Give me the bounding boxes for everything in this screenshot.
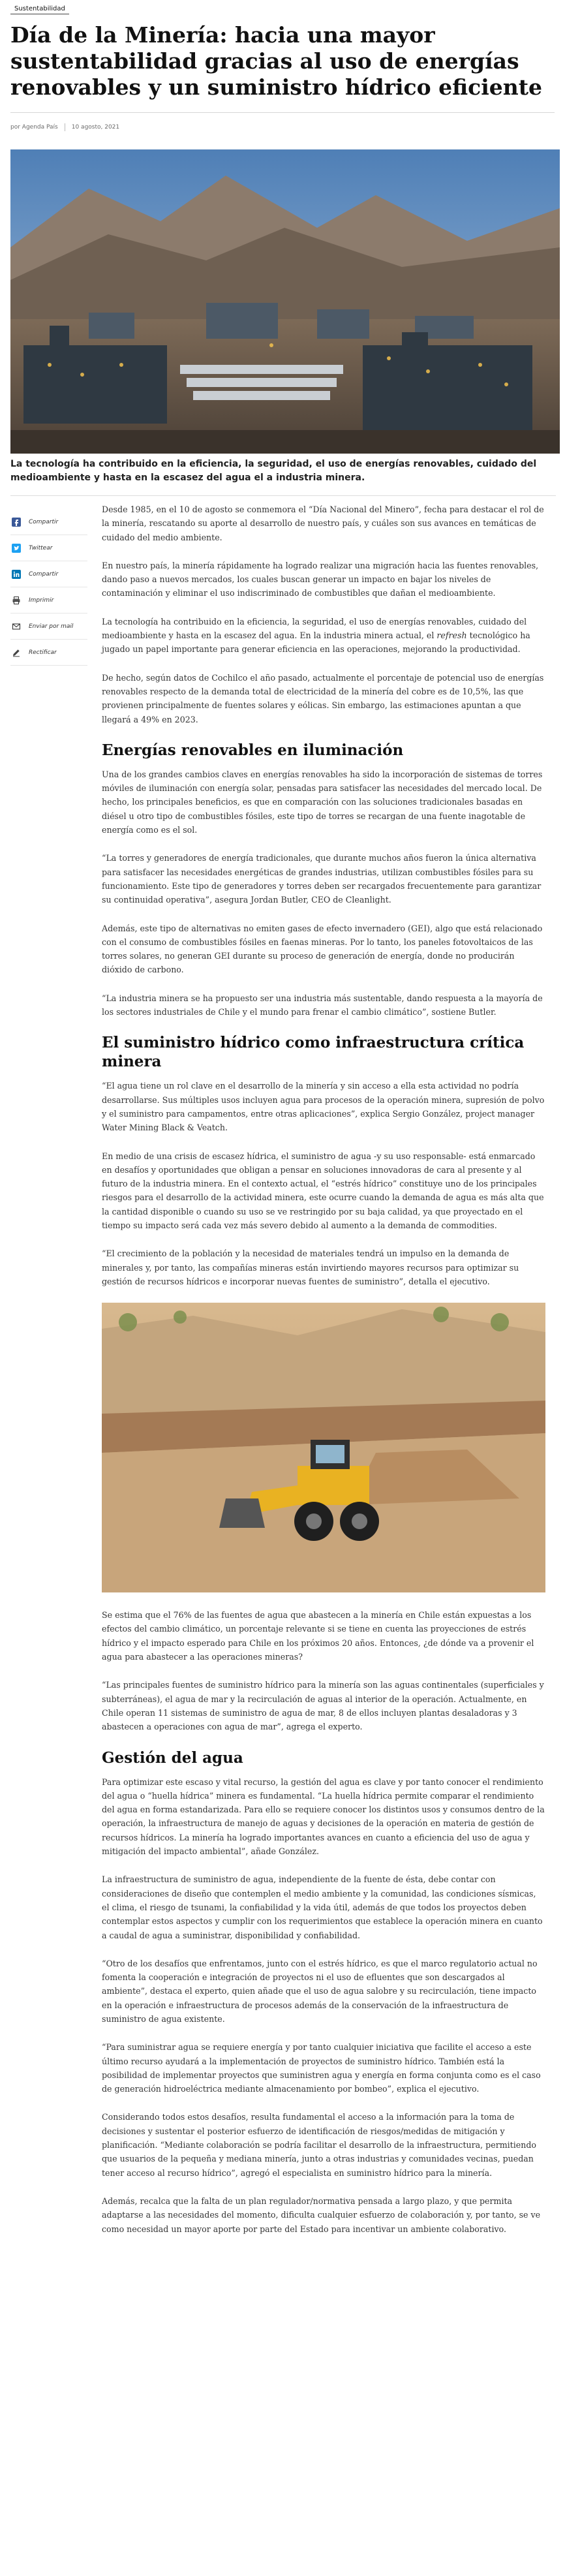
quarry-loader-image [102,1303,545,1592]
title-divider [10,112,555,113]
paragraph: Además, recalca que la falta de un plan regulador/normativa pensada a largo plazo, y que permita adaptarse a las necesidades del momento, dificulta cualquier esfuerzo de colaboración y, por tanto, se ve como necesidad un mayor aporte por parte del Estado para incentivar un ambiente colaborativo. [102,2196,541,2234]
share-twitter-label: Twittear [29,544,53,551]
paragraph: “Para suministrar agua se requiere energía y por tanto cualquier iniciativa que facilite el acceso a este último recurso ayudará a la implementación de proyectos de suministro hídrico. También está la posibilidad de implementar proyectos que suministren agua y energía en forma conjunta como es el caso de generación hidroeléctrica mediante almacenamiento por bombeo”, explica el ejecutivo. [102,2042,541,2094]
caption-divider [10,495,556,496]
paragraph: Considerando todos estos desafíos, resulta fundamental el acceso a la información para la toma de decisiones y sustentar el posterior esfuerzo de identificación de riesgos/medidas de mitigación y planificación. “Mediante colaboración se podría facilitar el desarrollo de la infraestructura, permitiendo que usuarios de la pequeña y mediana minería, junto a otras industrias y comunidades vecinas, puedan tener acceso al recurso hídrico”, agregó el especialista en suministro hídrico para la minería. [102,2112,536,2178]
paragraph: “La industria minera se ha propuesto ser una industria más sustentable, dando respuesta a la mayoría de los sectores industriales de Chile y el mundo para frenar el cambio climático”, sostiene Butler. [102,993,543,1017]
section-heading: Gestión del agua [102,1748,243,1767]
correct-icon [10,647,22,659]
paragraph: “Otro de los desafíos que enfrentamos, junto con el estrés hídrico, es que el marco regulatorio actual no fomenta la cooperación e integración de proyectos ni el uso de efluentes que son descargados al ambiente”, destaca el experto, quien añade que el uso de agua salobre y su recirculación, tiene impacto en la operación e infraestructura de procesos además de la conservación de la infraestructura de suministro de agua existente. [102,1958,538,2024]
twitter-icon [10,542,22,554]
paragraph: Además, este tipo de alternativas no emiten gases de efecto invernadero (GEI), algo que está relacionado con el consumo de combustibles fósiles en faenas mineras. Por lo tanto, los paneles fotovoltaicos de las torres solares, no generan GEI durante su proceso de generación de energía, donde no producirán dióxido de carbono. [102,923,543,975]
section-link[interactable]: Sustentabilidad [10,4,69,14]
paragraph: “La torres y generadores de energía tradicionales, que durante muchos años fueron la única alternativa para satisfacer las necesidades energéticas de grandes industrias, utilizan combustibles fósiles para su funcionamiento. Este tipo de generadores y torres deben ser recargados frecuentemente para garantizar su continuidad operativa”, asegura Jordan Butler, CEO de Cleanlight. [102,853,542,905]
paragraph: En nuestro país, la minería rápidamente ha logrado realizar una migración hacia las fuentes renovables, dando paso a nuevos mercados, los cuales buscan generar un impacto en bajar los niveles de contaminación y eliminar el uso indiscriminado de combustibles que dañan el medioambiente. [102,560,539,598]
email-icon [10,621,22,632]
section-heading: El suministro hídrico como infraestructura crítica minera [102,1034,525,1071]
paragraph: “El agua tiene un rol clave en el desarrollo de la minería y sin acceso a ella esta actividad no podría desarrollarse. Sus múltiples usos incluyen agua para procesos de la operación minera, supresión de polvo y el suministro para campamentos, entre otras aplicaciones”, explica Sergio González, project manager Water Mining Black & Veatch. [102,1081,545,1133]
author-link[interactable]: Agenda País [22,124,58,131]
share-twitter-button[interactable] [10,535,87,561]
share-facebook-label: Compartir [29,518,59,525]
paragraph: Desde 1985, en el 10 de agosto se conmemora el “Día Nacional del Minero”, fecha para destacar el rol de la minería, rescatando su aporte al desarrollo de nuestro país, y cuáles son sus avances en temáticas de cuidado del medio ambiente. [102,504,544,542]
paragraph: Una de los grandes cambios claves en energías renovables ha sido la incorporación de sistemas de torres móviles de iluminación con energía solar, pensadas para satisfacer las necesidades del mercado local. De hecho, los principales beneficios, es que en comparación con las soluciones tradicionales basadas en diésel u otro tipo de combustibles fósiles, este tipo de torres se recargan de una fuente inagotable de energía como es el sol. [102,769,543,835]
article-title: Día de la Minería: hacia una mayor sustentabilidad gracias al uso de energías renovables y un suministro hídrico eficiente [10,22,542,100]
facebook-icon [10,516,22,528]
article-body-wrapper [10,503,555,2250]
email-share-label: Enviar por mail [29,623,74,630]
hero-image [10,149,560,454]
paragraph: “Las principales fuentes de suministro hídrico para la minería son las aguas continentales (superficiales y subterráneas), el agua de mar y la recirculación de aguas al interior de la operación. Actualmente, en Chile operan 11 sistemas de suministro de agua de mar, 8 de ellos incluyen plantas desaladoras y 3 abastecen a operaciones con agua de mar”, agrega el experto. [102,1680,544,1732]
correct-label: Rectificar [29,649,57,656]
share-linkedin-label: Compartir [29,570,59,578]
article-body [102,503,545,2250]
linkedin-icon [10,568,22,580]
paragraph: Para optimizar este escaso y vital recurso, la gestión del agua es clave y por tanto conocer el rendimiento del agua o “huella hídrica” minera es fundamental. “La huella hídrica permite comparar el rendimiento del agua en forma estandarizada. Para ello se requiere conocer los distintos usos y consumos dentro de la operación, la infraestructura de manejo de aguas y decisiones de la operación en materia de gestión de recursos hídricos. La minería ha logrado importantes avances en cuanto a eficiencia del uso de agua y mitigación del impacto ambiental”, añade González. [102,1777,545,1857]
paragraph: Se estima que el 76% de las fuentes de agua que abastecen a la minería en Chile están expuestas a los efectos del cambio climático, un porcentaje relevante si se tiene en cuenta las proyecciones de estrés hídrico y el impacto esperado para Chile en los próximos 20 años. Entonces, ¿de dónde va a provenir el agua para abastecer a las operaciones mineras? [102,1610,534,1662]
print-button[interactable] [10,587,87,613]
print-icon [10,595,22,606]
paragraph [102,615,545,657]
section-heading: Energías renovables en iluminación [102,741,404,759]
emphasis-text: refresh [436,630,467,641]
share-linkedin-button[interactable] [10,561,87,587]
paragraph: De hecho, según datos de Cochilco el año pasado, actualmente el porcentaje de potencial uso de energías renovables respecto de la demanda total de electricidad de la minería del cobre es de 10,5%, las que provienen principalmente de fuentes solares y eólicas. Sin embargo, las estimaciones apuntan a que llegará a 49% en 2023. [102,672,544,724]
paragraph: La infraestructura de suministro de agua, independiente de la fuente de ésta, debe contar con consideraciones de diseño que contemplen el medio ambiente y la comunidad, las condiciones sísmicas, el clima, el riesgo de tsunami, la confiabilidad y la vida útil, además de que todos los proyectos deben contemplar estos aspectos y cumplir con los requerimientos que establece la operación minera en cuanto a caudal de agua a suministrar, disponibilidad y confiabilidad. [102,1874,543,1940]
hero-caption: La tecnología ha contribuido en la eficiencia, la seguridad, el uso de energías renovables, cuidado del medioambiente y hasta en la escasez del agua el a industria minera. [10,459,537,483]
correct-button[interactable] [10,640,87,666]
publish-date: 10 agosto, 2021 [71,124,120,131]
email-share-button[interactable] [10,613,87,640]
byline [10,123,555,131]
paragraph-text: La tecnología ha contribuido en la eficiencia, la seguridad, el uso de energías renovables, cuidado del medioambiente y hasta en la escasez del agua. En la industria minera actual, el [102,616,527,641]
print-label: Imprimir [29,597,54,604]
share-facebook-button[interactable] [10,509,87,535]
paragraph-text: tecnológico ha jugado un papel importante para generar eficiencia en las operaciones, mejorando la productividad. [102,630,530,655]
share-sidebar [10,503,102,2250]
paragraph: En medio de una crisis de escasez hídrica, el suministro de agua -y su uso responsable- está enmarcado en desafíos y oportunidades que obligan a pensar en soluciones innovadoras de cara al presente y al futuro de la industria minera. En el contexto actual, el “estrés hídrico” constituye uno de los principales riesgos para el desarrollo de la actividad minera, este ocurre cuando la demanda de agua es más alta que la cantidad disponible o cuando su uso se ve restringido por su baja calidad, ya que proyectado en el tiempo su impacto será cada vez más severo debido al aumento a la demanda de commodities. [102,1151,544,1230]
byline-prefix: por [10,124,20,131]
paragraph: “El crecimiento de la población y la necesidad de materiales tendrá un impulso en la demanda de minerales y, por tanto, las compañías mineras están invirtiendo mayores recursos para optimizar su gestión de recursos hídricos e incorporar nuevas fuentes de suministro”, detalla el ejecutivo. [102,1249,519,1286]
